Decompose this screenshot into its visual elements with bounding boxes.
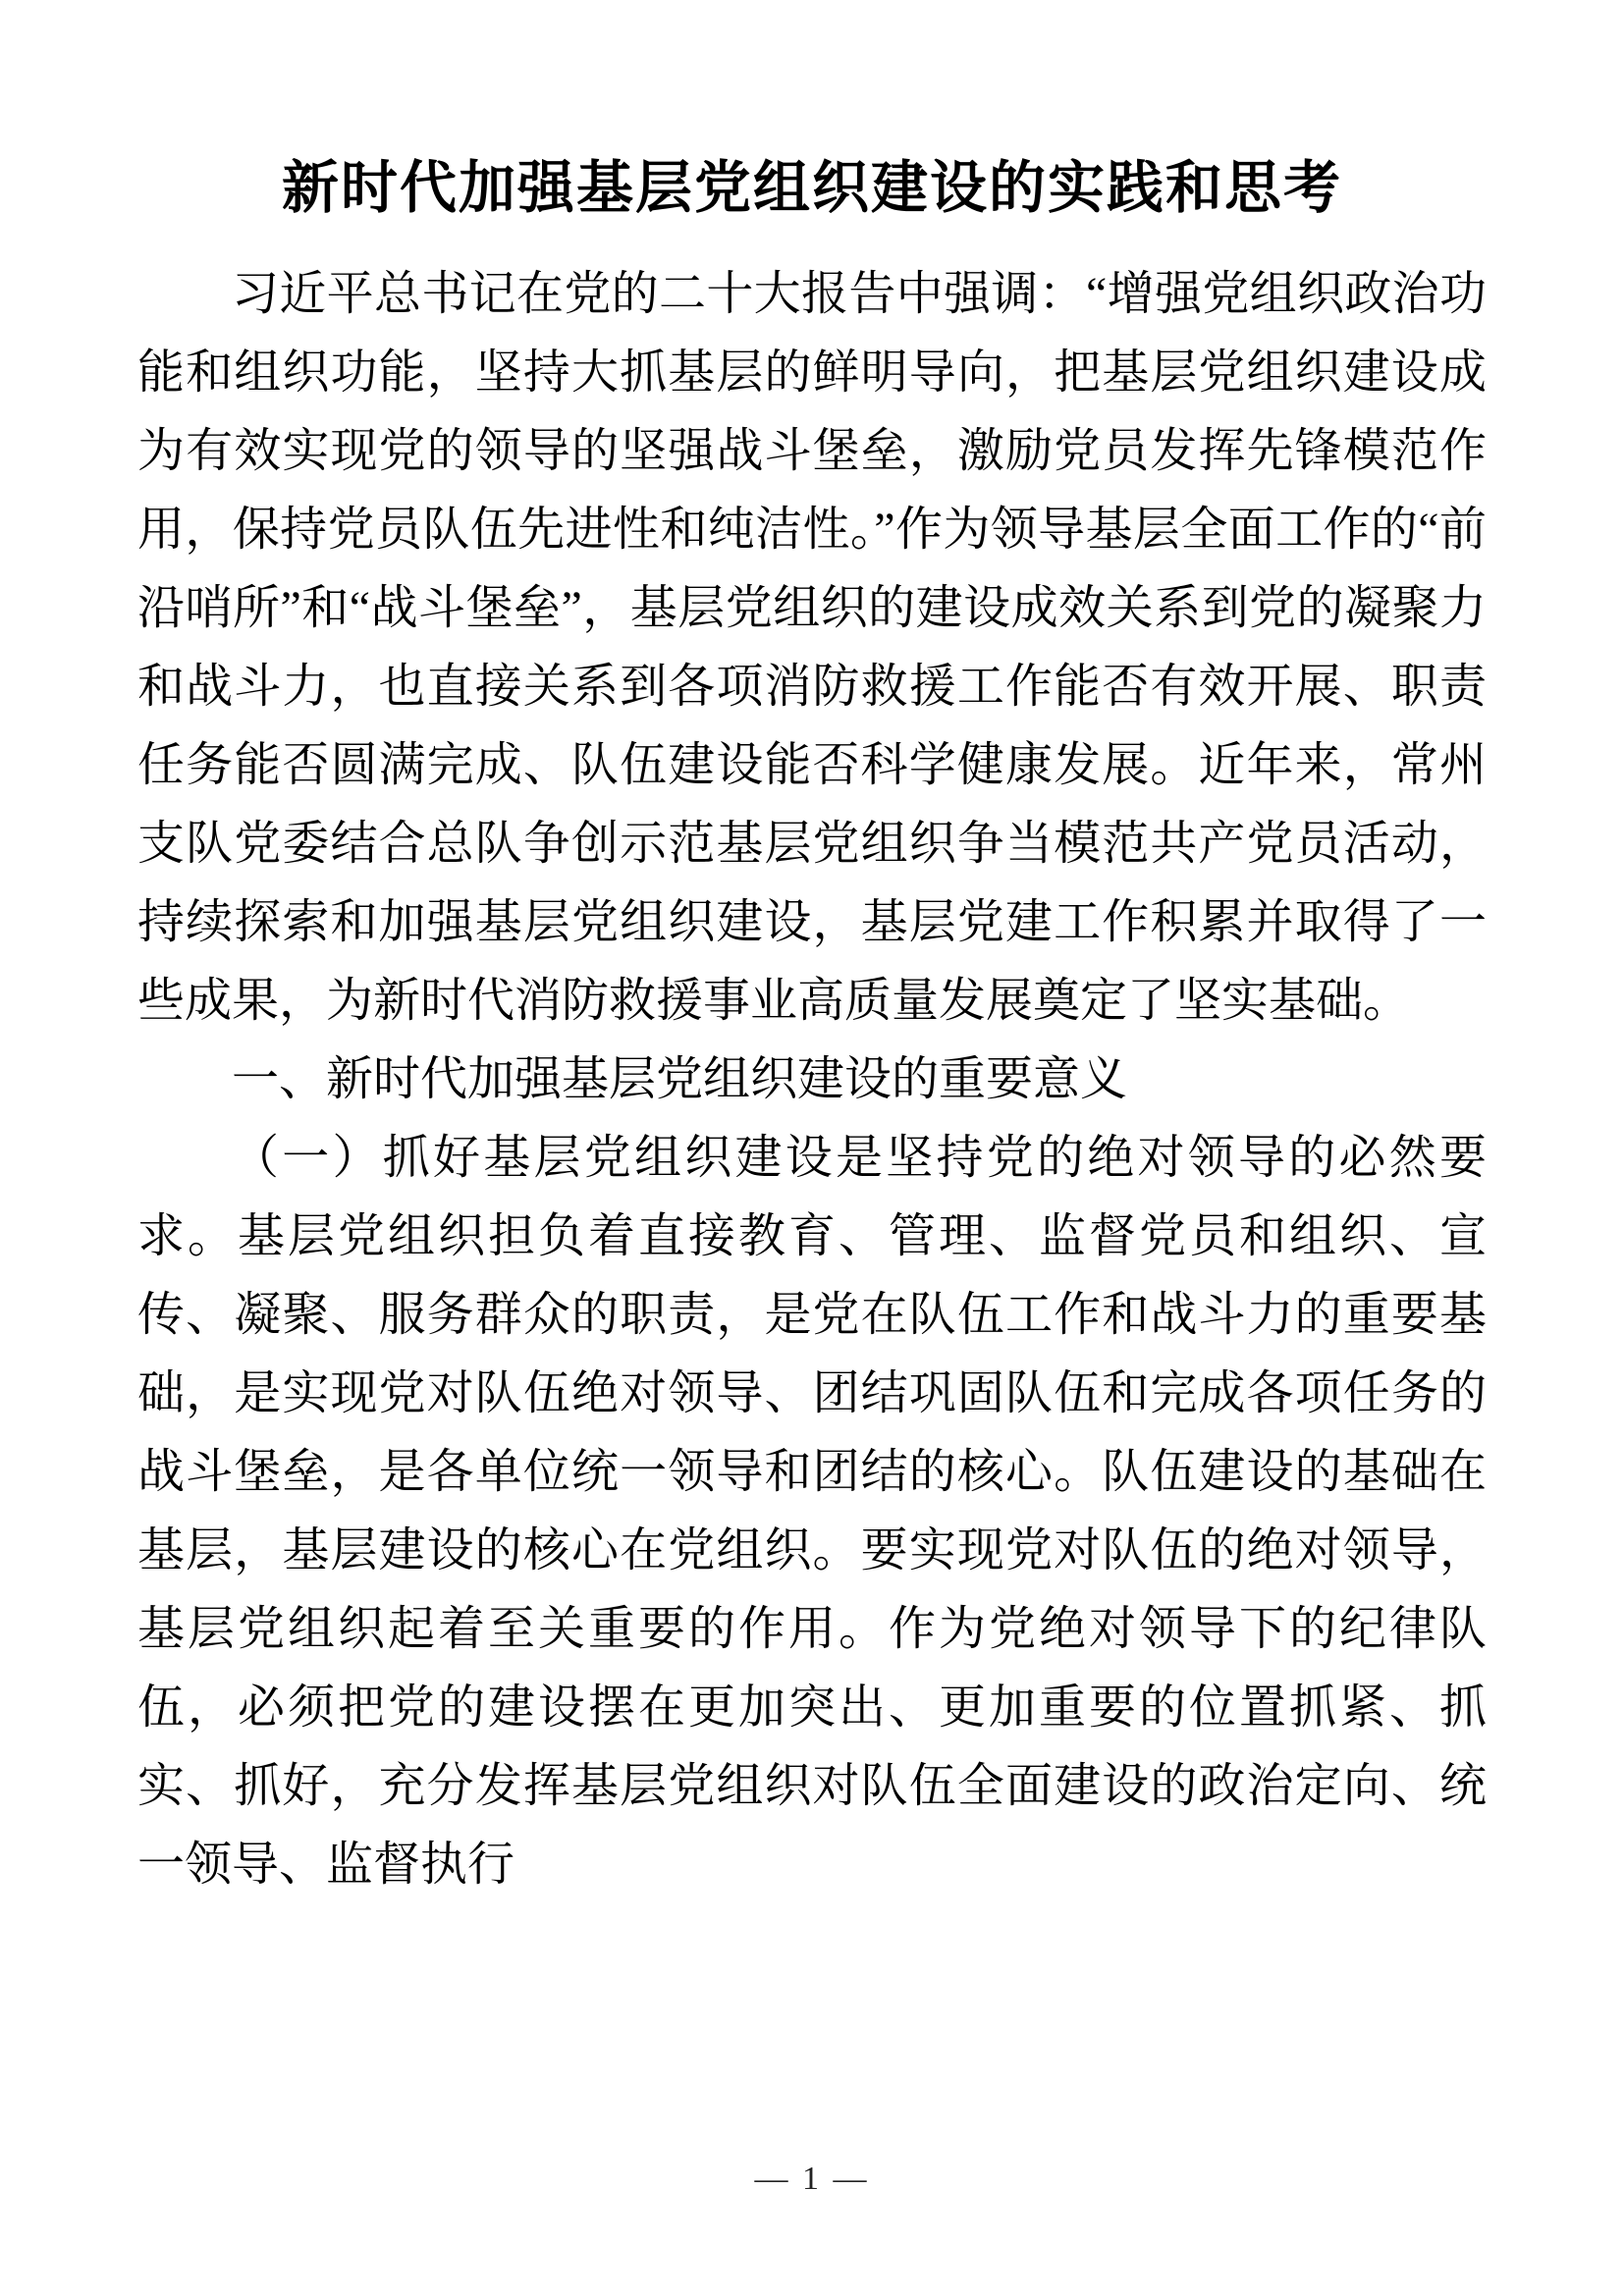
page-number: — 1 — xyxy=(754,2161,870,2197)
paragraph-section-1-1: （一）抓好基层党组织建设是坚持党的绝对领导的必然要求。基层党组织担负着直接教育、管理、监督党员和组织、宣传、凝聚、服务群众的职责，是党在队伍工作和战斗力的重要基础，是实现党对队伍绝对领导、团结巩固队伍和完成各项任务的战斗堡垒，是各单位统一领导和团结的核心。队伍建设的基础在基层，基层建设的核心在党组织。要实现党对队伍的绝对领导，基层党组织起着至关重要的作用。作为党绝对领导下的纪律队伍，必须把党的建设摆在更加突出、更加重要的位置抓紧、抓实、抓好，充分发挥基层党组织对队伍全面建设的政治定向、统一领导、监督执行 xyxy=(137,1132,1487,1891)
document-title: 新时代加强基层党组织建设的实践和思考 xyxy=(281,156,1342,220)
section-heading-1: 一、新时代加强基层党组织建设的重要意义 xyxy=(232,1053,1128,1105)
paragraph-intro: 习近平总书记在党的二十大报告中强调：“增强党组织政治功能和组织功能，坚持大抓基层的鲜明导向，把基层党组织建设成为有效实现党的领导的坚强战斗堡垒，激励党员发挥先锋模范作用，保持党员队伍先进性和纯洁性。”作为领导基层全面工作的“前沿哨所”和“战斗堡垒”，基层党组织的建设成效关系到党的凝聚力和战斗力，也直接关系到各项消防救援工作能否有效开展、职责任务能否圆满完成、队伍建设能否科学健康发展。近年来，常州支队党委结合总队争创示范基层党组织争当模范共产党员活动，持续探索和加强基层党组织建设，基层党建工作积累并取得了一些成果，为新时代消防救援事业高质量发展奠定了坚实基础。 xyxy=(137,268,1487,1027)
document-body xyxy=(137,255,1487,1904)
